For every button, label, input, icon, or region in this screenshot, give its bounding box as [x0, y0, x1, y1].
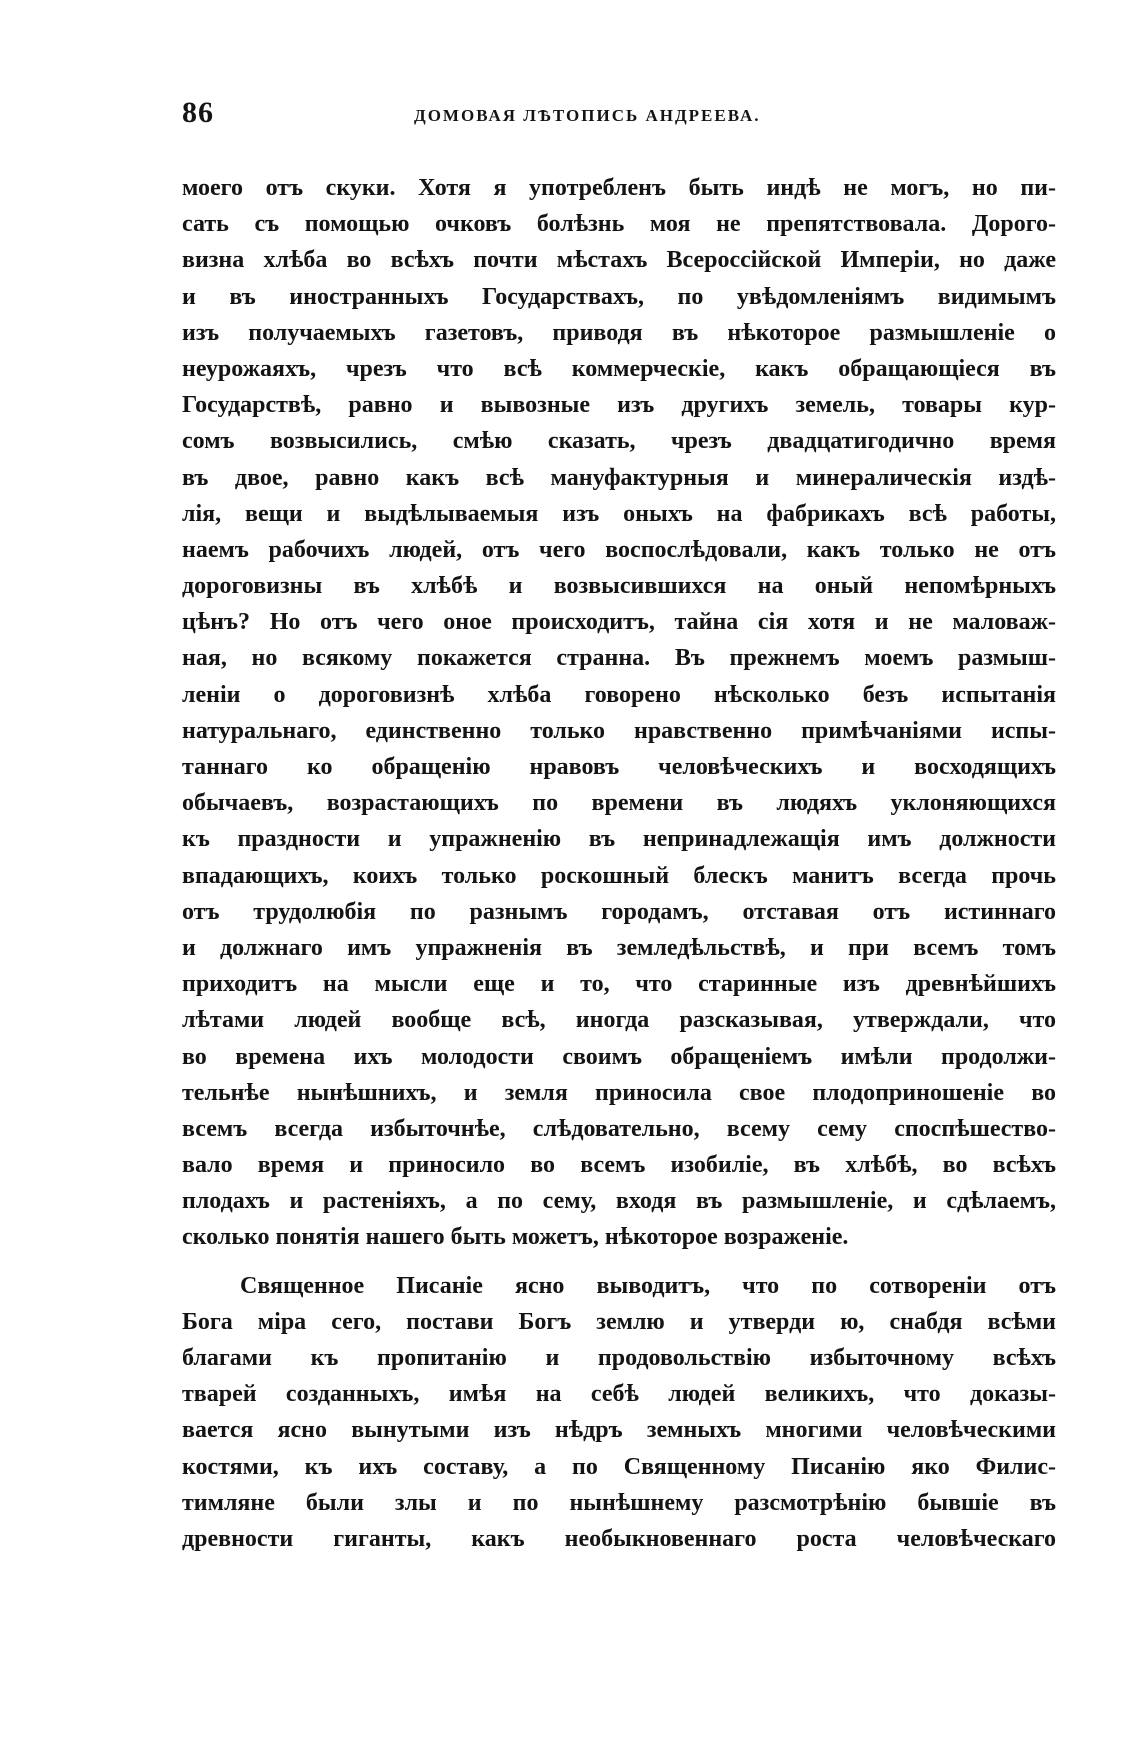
text-line: всемъ всегда избыточнѣе, слѣдовательно, всему сему споспѣшество-	[182, 1115, 1056, 1142]
text-line: дороговизны въ хлѣбѣ и возвысившихся на оный непомѣрныхъ	[182, 573, 1056, 600]
text-line: Бога міра сего, постави Богъ землю и утверди ю, снабдя всѣми	[182, 1308, 1056, 1335]
text-line: и должнаго имъ упражненія въ земледѣльствѣ, и при всемъ томъ	[182, 934, 1056, 961]
text-line: благами къ пропитанію и продовольствію избыточному всѣхъ	[182, 1345, 1056, 1371]
text-line: древности гиганты, какъ необыкновеннаго роста человѣческаго	[182, 1525, 1056, 1552]
text-line: вало время и приносило во всемъ изобиліе, въ хлѣбѣ, во всѣхъ	[182, 1152, 1056, 1179]
text-line: натуральнаго, единственно только нравственно примѣчаніями испы-	[182, 717, 1056, 744]
paragraph-1	[182, 170, 1056, 1256]
body-text	[182, 170, 1056, 1557]
page-header	[182, 96, 1044, 132]
text-line: сомъ возвысились, смѣю сказать, чрезъ двадцатигодично время	[182, 428, 1056, 455]
text-line: тварей созданныхъ, имѣя на себѣ людей великихъ, что доказы-	[182, 1381, 1056, 1408]
text-line: во времена ихъ молодости своимъ обращеніемъ имѣли продолжи-	[182, 1043, 1056, 1070]
text-line: приходитъ на мысли еще и то, что старинные изъ древнѣйшихъ	[182, 971, 1056, 998]
text-line: цѣнъ? Но отъ чего оное происходитъ, тайна сія хотя и не маловаж-	[182, 609, 1056, 636]
paragraph-gap	[182, 1256, 1056, 1268]
text-line: ная, но всякому покажется странна. Въ прежнемъ моемъ размыш-	[182, 645, 1056, 672]
text-line: тимляне были злы и по нынѣшнему разсмотрѣнію бывшіе въ	[182, 1489, 1056, 1516]
text-line: сколько понятія нашего быть можетъ, нѣкоторое возраженіе.	[182, 1224, 849, 1251]
text-line: леніи о дороговизнѣ хлѣба говорено нѣсколько безъ испытанія	[182, 681, 1056, 708]
text-line: сать съ помощью очковъ болѣзнь моя не препятствовала. Дорого-	[182, 211, 1056, 238]
text-line: визна хлѣба во всѣхъ почти мѣстахъ Всероссійской Имперіи, но даже	[182, 247, 1056, 274]
text-line: обычаевъ, возрастающихъ по времени въ людяхъ уклоняющихся	[182, 790, 1056, 817]
text-line: въ двое, равно какъ всѣ мануфактурныя и минералическія издѣ-	[182, 464, 1056, 491]
text-line: отъ трудолюбія по разнымъ городамъ, отставая отъ истиннаго	[182, 898, 1056, 925]
text-line: тельнѣе нынѣшнихъ, и земля приносила свое плодоприношеніе во	[182, 1079, 1056, 1106]
text-line: таннаго ко обращенію нравовъ человѣческихъ и восходящихъ	[182, 754, 1056, 780]
page-number: 86	[182, 96, 214, 129]
text-line: къ праздности и упражненію въ непринадлежащія имъ должности	[182, 826, 1056, 853]
text-line: моего отъ скуки. Хотя я употребленъ быть индѣ не могъ, но пи-	[182, 175, 1056, 201]
text-line: неурожаяхъ, чрезъ что всѣ коммерческіе, какъ обращающіеся въ	[182, 355, 1056, 382]
text-line: впадающихъ, коихъ только роскошный блескъ манитъ всегда прочь	[182, 862, 1056, 889]
text-line: лѣтами людей вообще всѣ, иногда разсказывая, утверждали, что	[182, 1007, 1056, 1034]
text-line: плодахъ и растеніяхъ, а по сему, входя въ размышленіе, и сдѣлаемъ,	[182, 1188, 1056, 1215]
text-line: костями, къ ихъ составу, а по Священному Писанію яко Филис-	[182, 1453, 1056, 1480]
running-title: ДОМОВАЯ ЛѢТОПИСЬ АНДРЕЕВА.	[414, 106, 761, 125]
text-line: Государствѣ, равно и вывозные изъ другихъ земель, товары кур-	[182, 392, 1056, 419]
text-line: и въ иностранныхъ Государствахъ, по увѣдомленіямъ видимымъ	[182, 283, 1056, 310]
text-line: вается ясно вынутыми изъ нѣдръ земныхъ многими человѣческими	[182, 1417, 1056, 1444]
paragraph-2	[182, 1268, 1056, 1558]
text-line: Священное Писаніе ясно выводитъ, что по сотвореніи отъ	[240, 1272, 1056, 1299]
text-line: лія, вещи и выдѣлываемыя изъ оныхъ на фабрикахъ всѣ работы,	[182, 500, 1056, 527]
text-line: наемъ рабочихъ людей, отъ чего воспослѣдовали, какъ только не отъ	[182, 536, 1056, 563]
text-line: изъ получаемыхъ газетовъ, приводя въ нѣкоторое размышленіе о	[182, 319, 1056, 346]
